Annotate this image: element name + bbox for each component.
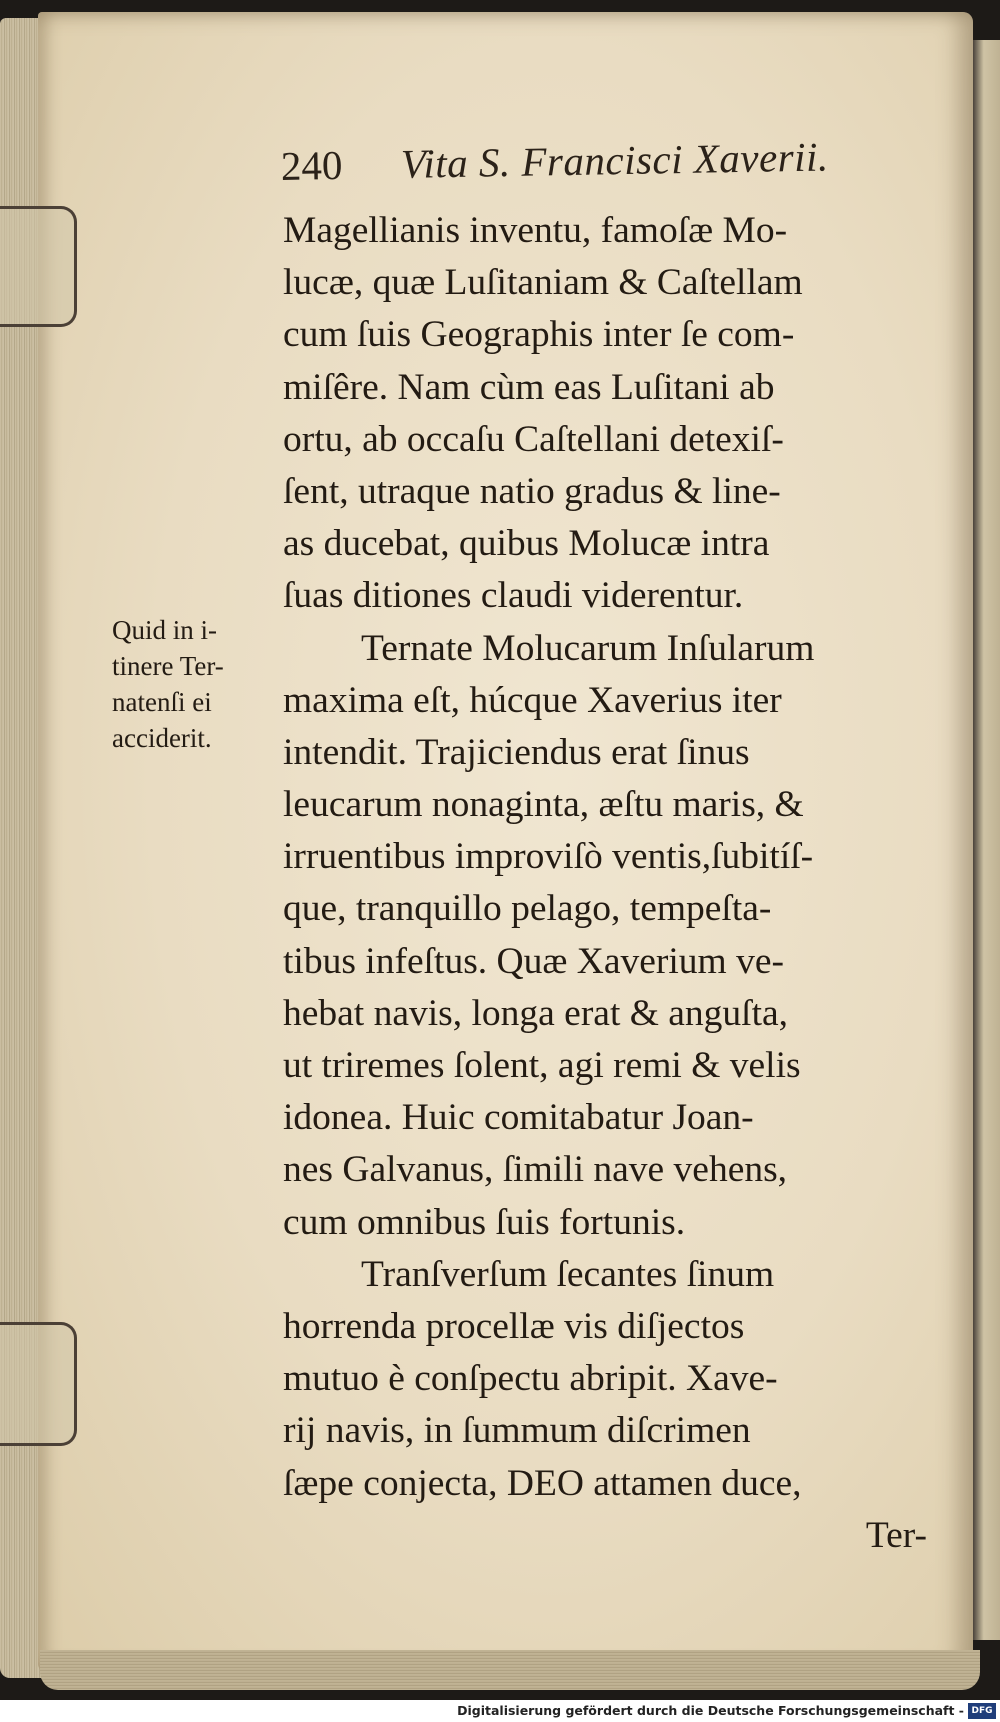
text-line: ut triremes ſolent, agi remi & velis: [283, 1045, 801, 1086]
clasp-tab-bottom: [0, 1322, 77, 1446]
text-line: as ducebat, quibus Molucæ intra: [283, 523, 770, 565]
running-title: Vita S. Francisci Xaverii.: [400, 133, 830, 187]
marginal-note-line: acciderit.: [112, 723, 212, 753]
text-line-paragraph-start: Ternate Molucarum Inſularum: [361, 627, 815, 669]
text-line: ſæpe conjecta, DEO attamen duce,: [283, 1462, 802, 1504]
running-head: [280, 131, 901, 202]
text-line: ſuas ditiones claudi viderentur.: [283, 575, 744, 617]
text-line: nes Galvanus, ſimili nave vehens,: [283, 1149, 788, 1191]
text-line: ſent, utraque natio gradus & line-: [283, 470, 781, 512]
catchword: Ter-: [865, 1514, 927, 1556]
marginal-note-line: tinere Ter-: [112, 651, 224, 681]
text-line: maxima eſt, húcque Xaverius iter: [283, 679, 782, 721]
page-number: 240: [280, 141, 343, 189]
text-line: rij navis, in ſummum diſcrimen: [283, 1410, 751, 1452]
text-line: irruentibus improviſò ventis,ſubitíſ-: [283, 836, 814, 878]
text-line: leucarum nonaginta, æſtu maris, &: [283, 784, 804, 826]
text-line: idonea. Huic comitabatur Joan-: [283, 1097, 754, 1139]
facing-page-edge: [973, 40, 1000, 1640]
text-line: horrenda procellæ vis diſjectos: [283, 1305, 745, 1347]
text-line-paragraph-start: Tranſverſum ſecantes ſinum: [361, 1253, 775, 1295]
text-line: Magellianis inventu, famoſæ Mo-: [283, 210, 788, 251]
text-line: cum omnibus ſuis fortunis.: [283, 1201, 686, 1243]
clasp-tab-top: [0, 206, 77, 327]
marginal-note-line: Quid in i-: [112, 615, 217, 645]
text-line: lucæ, quæ Luſitaniam & Caſtellam: [283, 262, 803, 304]
marginal-note: [112, 612, 280, 756]
text-line: que, tranquillo pelago, tempeſta-: [283, 888, 772, 930]
dfg-logo: DFG: [968, 1703, 996, 1719]
marginal-note-line: natenſi ei: [112, 687, 212, 717]
footer-bar: [0, 1700, 1000, 1722]
digitization-credit: Digitalisierung gefördert durch die Deutsche Forschungsgemeinschaft -: [457, 1703, 964, 1718]
body-text: [283, 205, 933, 1562]
text-line: intendit. Trajiciendus erat ſinus: [283, 731, 750, 773]
text-line: mutuo è conſpectu abripit. Xave-: [283, 1358, 778, 1400]
text-line: hebat navis, longa erat & anguſta,: [283, 992, 789, 1034]
text-line: cum ſuis Geographis inter ſe com-: [283, 314, 795, 356]
text-line: ortu, ab occaſu Caſtellani detexiſ-: [283, 418, 784, 460]
text-line: miſêre. Nam cùm eas Luſitani ab: [283, 366, 775, 408]
text-line: tibus infeſtus. Quæ Xaverium ve-: [283, 940, 784, 982]
book-bottom-edge: [40, 1650, 980, 1690]
